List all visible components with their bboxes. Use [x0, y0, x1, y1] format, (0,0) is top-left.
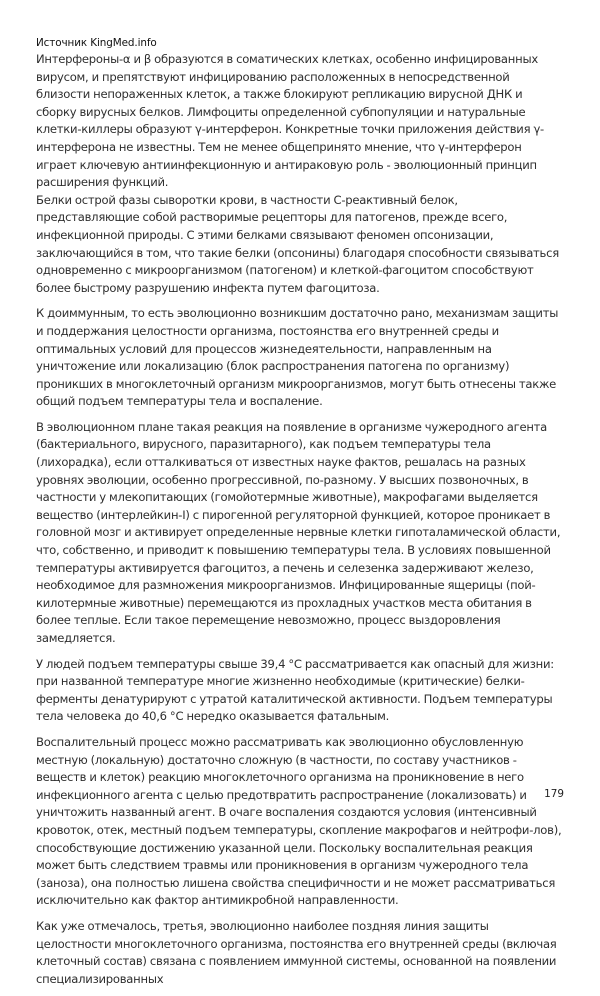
paragraph-human-temperature: У людей подъем температуры свыше 39,4 °С рассматривается как опасный для жизни: при названной температуре многие жизненно необходимые (критические) белки-ферменты денатурируют с утратой каталитической активности. Подъем температуры тела человека до 40,6 °С нередко оказывается фатальным.	[36, 656, 554, 724]
document-page	[36, 36, 564, 996]
page-number: 179	[544, 788, 564, 800]
paragraph-immune-system: Как уже отмечалось, третья, эволюционно наиболее поздняя линия защиты целостности многоклеточного организма, постоянства его внутренней среды (включая клеточный состав) связана с появлением иммунной системы, основанной на появлении специализированных	[36, 918, 557, 986]
paragraph-inflammation: Воспалительный процесс можно рассматривать как эволюционно обусловленную местную (локальную) достаточно сложную (в частности, по составу участников - веществ и клеток) реакцию многоклеточного организма на проникновение в него инфекционного агента с целью предотвратить распространение (локализовать) и уничтожить названный агент. В очаге воспаления создаются условия (интенсивный кровоток, отек, местный подъем температуры, скопление макрофагов и нейтрофи-лов), способствующие достижению указанной цели. Поскольку воспалительная реакция может быть следствием травмы или проникновения в организм чужеродного тела (заноза), она полностью лишена свойства специфичности и не может рассматриваться исключительно как фактор антимикробной направленности.	[36, 734, 562, 908]
paragraph-interferons: Интерфероны-α и β образуются в соматических клетках, особенно инфицированных вирусом, и препятствуют инфицированию расположенных в непосредственной близости непораженных клеток, а также блокируют репликацию вирусной ДНК и сборку вирусных белков. Лимфоциты определенной субпопуляции и натуральные клетки-киллеры образуют γ-интерферон. Конкретные точки приложения действия γ-интерферона не известны. Тем не менее общепринято мнение, что γ-интерферон играет ключевую антиинфекционную и антираковую роль - эволюционный принцип расширения функций.	[36, 52, 544, 190]
paragraph-acute-phase-proteins: Белки острой фазы сыворотки крови, в частности С-реактивный белок, представляющие собой растворимые рецепторы для патогенов, прежде всего, инфекционной природы. С этими белками связывают феномен опсонизации, заключающийся в том, что такие белки (опсонины) благодаря способности связываться одновременно с микроорганизмом (патогеном) и клеткой-фагоцитом способствуют более быстрому разрушению инфекта путем фагоцитоза.	[36, 192, 559, 295]
paragraph-fever-evolution: В эволюционном плане такая реакция на появление в организме чужеродного агента (бактериального, вирусного, паразитарного), как подъем температуры тела (лихорадка), если отталкиваться от известных науке фактов, решалась на разных уровнях эволюции, особенно прогрессивной, по-разному. У высших позвоночных, в частности у млекопитающих (гомойотермные животные), макрофагами выделяется вещество (интерлейкин-I) с пирогенной регуляторной функцией, которое проникает в головной мозг и активирует определенные нервные клетки гипоталамической области, что, собственно, и приводит к повышению температуры тела. В условиях повышенной температуры активируется фагоцитоз, а печень и селезенка задерживают железо, необходимое для размножения микроорганизмов. Инфицированные ящерицы (пой-килотермные животные) перемещаются из прохладных участков места обитания в более теплые. Если такое перемещение невозможно, процесс выздоровления замедляется.	[36, 419, 561, 645]
paragraph-preimmune-mechanisms: К доиммунным, то есть эволюционно возникшим достаточно рано, механизмам защиты и поддержания целостности организма, постоянства его внутренней среды и оптимальных условий для процессов жизнедеятельности, направленным на уничтожение или локализацию (блок распространения патогена по организму) проникших в многоклеточный организм микроорганизмов, могут быть отнесены также общий подъем температуры тела и воспаление.	[36, 306, 559, 409]
source-label: Источник KingMed.info	[36, 37, 157, 49]
